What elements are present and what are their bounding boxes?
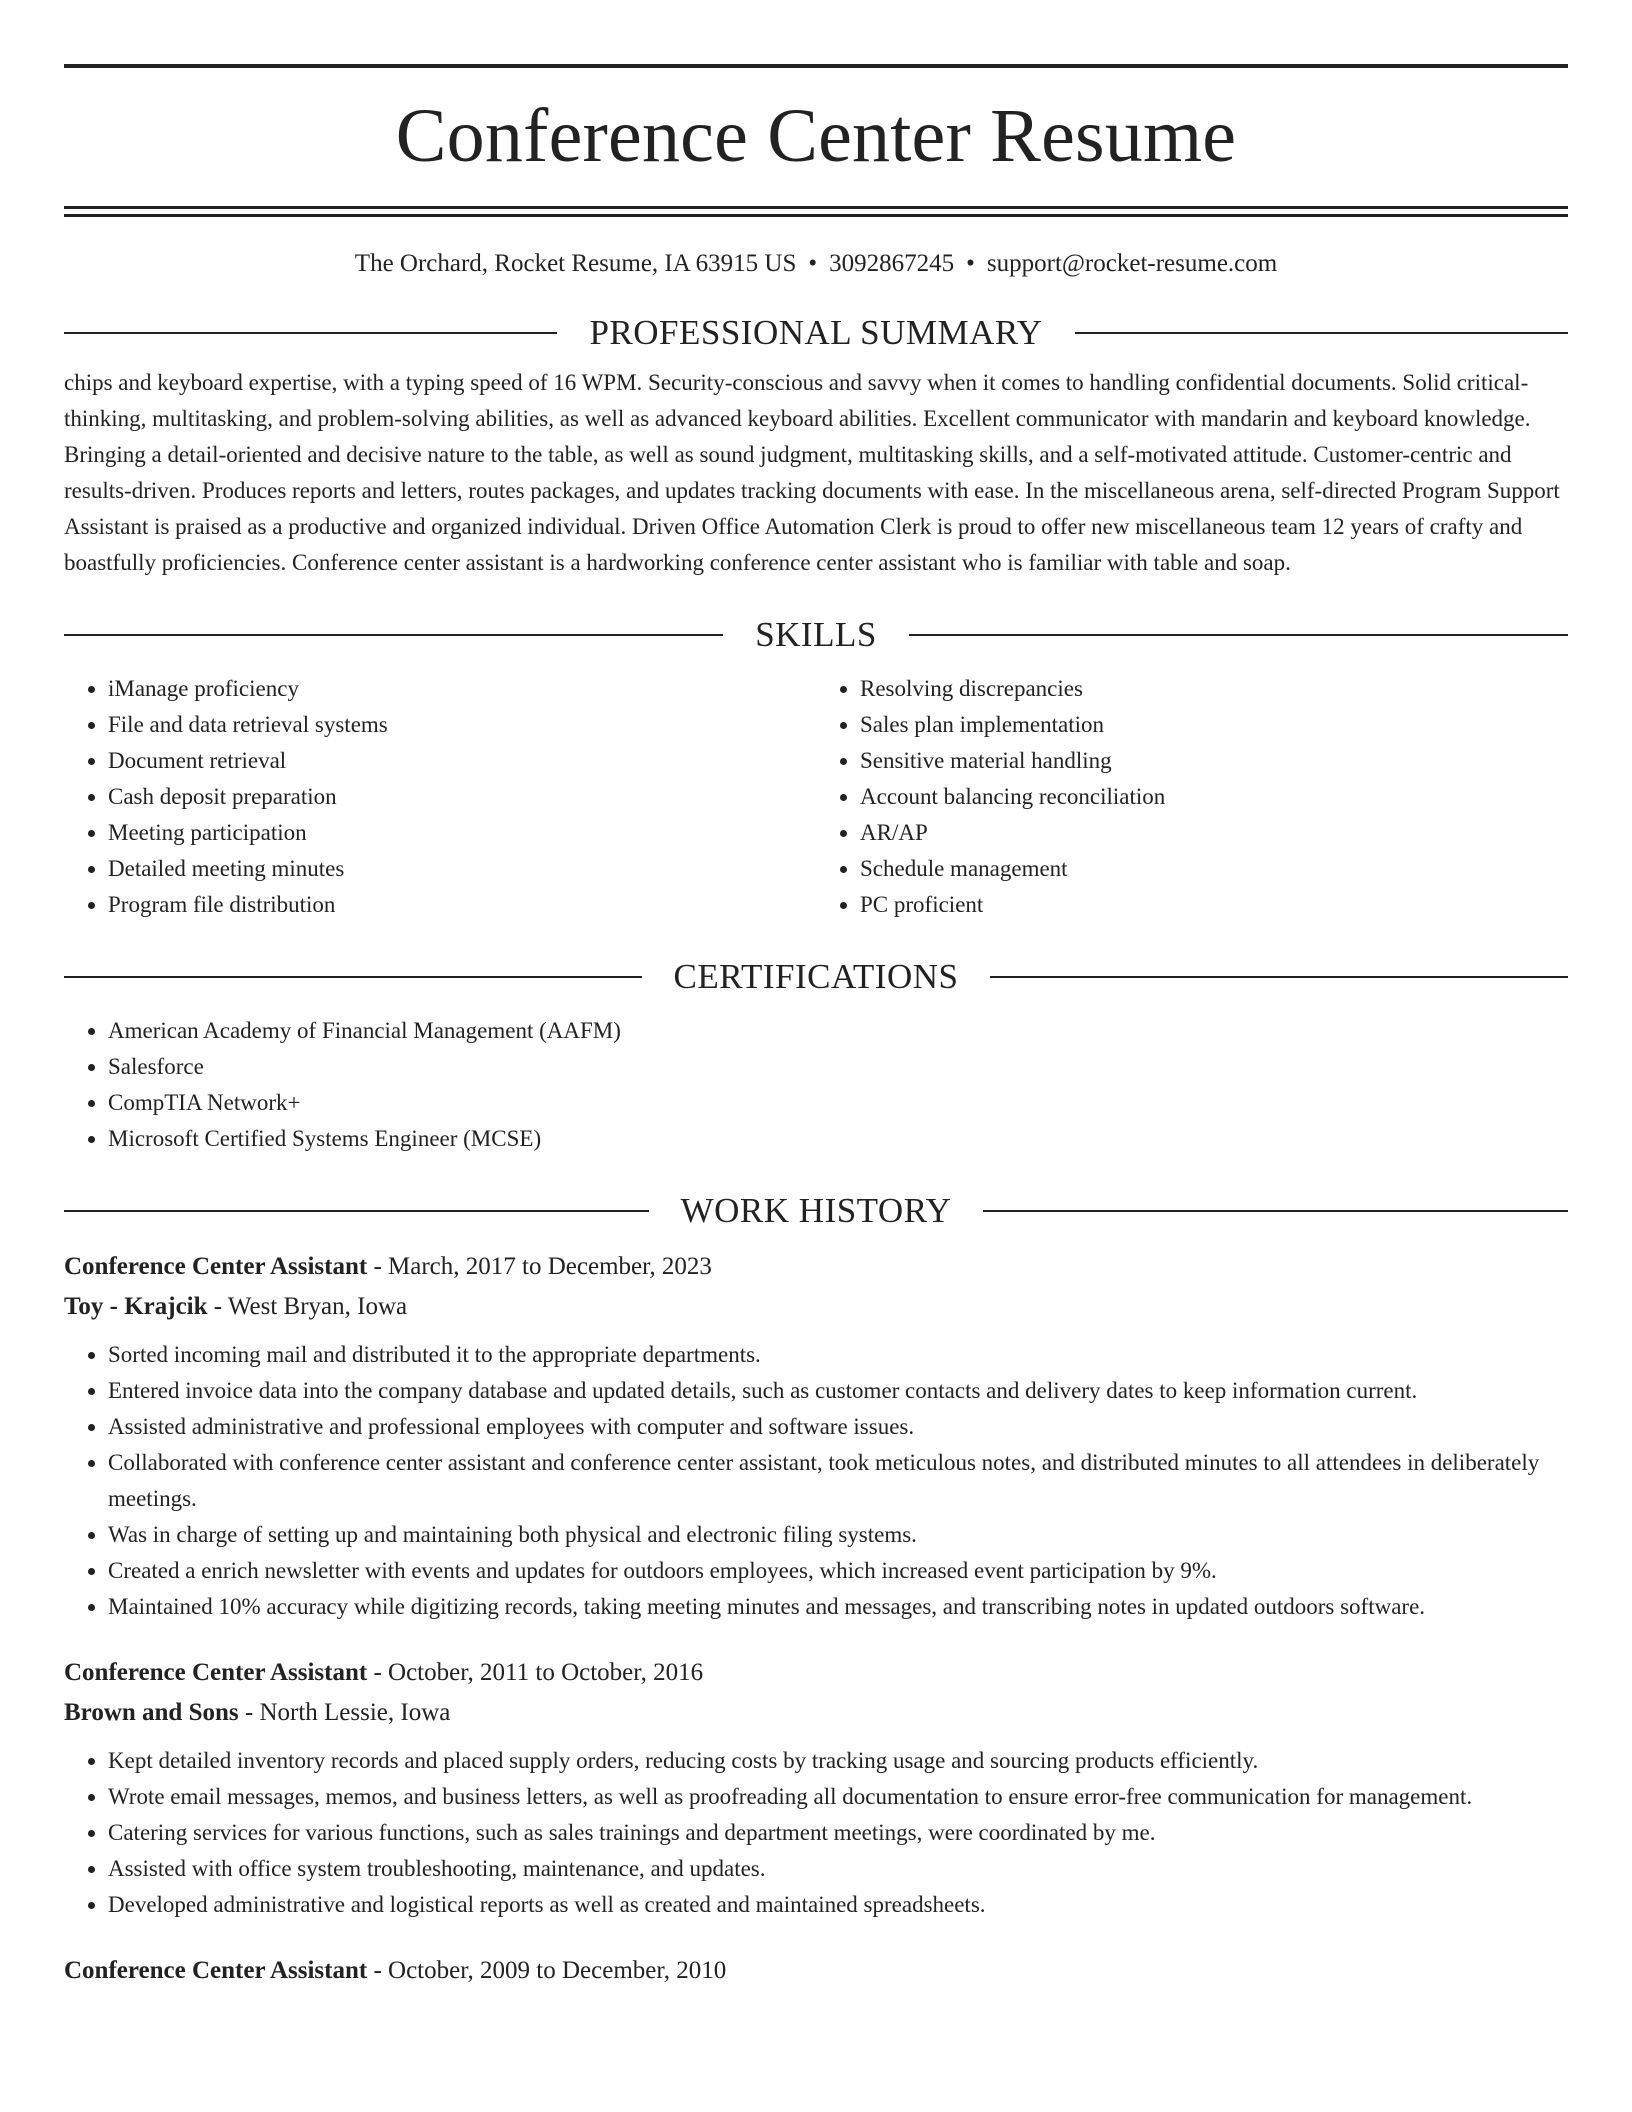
job-duty: • Assisted administrative and professional employees with computer and software issues. [108, 1409, 1568, 1445]
heading-rule-left [64, 634, 723, 636]
job-dates: - October, 2011 to October, 2016 [367, 1659, 704, 1686]
skill-item: • Detailed meeting minutes [108, 851, 816, 887]
skills-list-left [64, 671, 816, 923]
job-company-line [64, 1287, 1568, 1327]
job-duty: • Created a enrich newsletter with events and updates for outdoors employees, which increased event participation by 9%. [108, 1553, 1568, 1589]
job-dates: - March, 2017 to December, 2023 [367, 1253, 712, 1280]
job-duty: • Kept detailed inventory records and placed supply orders, reducing costs by tracking usage and sourcing products efficiently. [108, 1743, 1568, 1779]
job-entry [64, 1247, 1568, 1625]
contact-address: The Orchard, Rocket Resume, IA 63915 US [354, 250, 797, 277]
job-duty: • Maintained 10% accuracy while digitizing records, taking meeting minutes and messages, and transcribing notes in updated outdoors software. [108, 1589, 1568, 1625]
job-duties-list [64, 1743, 1568, 1923]
skill-item: • Resolving discrepancies [860, 671, 1568, 707]
heading-rule-right [990, 976, 1568, 978]
certification-item: • Microsoft Certified Systems Engineer (MCSE) [108, 1121, 1568, 1157]
certification-item: • American Academy of Financial Management (AAFM) [108, 1013, 1568, 1049]
heading-rule-left [64, 332, 557, 334]
skill-item: • Document retrieval [108, 743, 816, 779]
contact-separator: • [808, 250, 818, 277]
certification-item: • CompTIA Network+ [108, 1085, 1568, 1121]
skills-columns [64, 671, 1568, 923]
job-company: Toy - Krajcik [64, 1293, 208, 1320]
certifications-list [64, 1013, 1568, 1157]
job-duties-list [64, 1337, 1568, 1625]
skills-heading-label: SKILLS [755, 615, 877, 654]
resume-title: Conference Center Resume [395, 94, 1237, 178]
job-duty: • Collaborated with conference center assistant and conference center assistant, took meticulous notes, and distributed minutes to all attendees in deliberately meetings. [108, 1445, 1568, 1517]
heading-rule-left [64, 1210, 649, 1212]
heading-rule-right [1075, 332, 1568, 334]
job-duty: • Wrote email messages, memos, and business letters, as well as proofreading all documentation to ensure error-free communication for management. [108, 1779, 1568, 1815]
certifications-heading [64, 957, 1568, 997]
certification-item: • Salesforce [108, 1049, 1568, 1085]
skill-item: • File and data retrieval systems [108, 707, 816, 743]
skill-item: • Schedule management [860, 851, 1568, 887]
job-title: Conference Center Assistant [64, 1253, 368, 1280]
job-duty: • Entered invoice data into the company database and updated details, such as customer contacts and delivery dates to keep information current. [108, 1373, 1568, 1409]
contact-separator: • [966, 250, 975, 277]
summary-text: chips and keyboard expertise, with a typing speed of 16 WPM. Security-conscious and savvy when it comes to handling confidential documents. Solid critical-thinking, multitasking, and problem-solving abilities, as well as advanced keyboard abilities. Excellent communicator with mandarin and keyboard knowledge. Bringing a detail-oriented and decisive nature to the table, as well as sound judgment, multitasking skills, and a self-motivated attitude. Customer-centric and results-driven. Produces reports and letters, routes packages, and updates tracking documents with ease. In the miscellaneous arena, self-directed Program Support Assistant is praised as a productive and organized individual. Driven Office Automation Clerk is proud to offer new miscellaneous team 12 years of crafty and boastfully proficiencies. Conference center assistant is a hardworking conference center assistant who is familiar with table and soap. [64, 370, 1560, 575]
job-dates: - October, 2009 to December, 2010 [367, 1957, 727, 1984]
skill-item: • Meeting participation [108, 815, 816, 851]
job-duty: • Assisted with office system troubleshooting, maintenance, and updates. [108, 1851, 1568, 1887]
resume-page [64, 64, 1568, 1991]
job-title-line [64, 1951, 1568, 1991]
heading-rule-left [64, 976, 642, 978]
skill-item: • iManage proficiency [108, 671, 816, 707]
skill-item: • Sales plan implementation [860, 707, 1568, 743]
job-duty: • Sorted incoming mail and distributed it to the appropriate departments. [108, 1337, 1568, 1373]
skill-item: • AR/AP [860, 815, 1568, 851]
skill-item: • PC proficient [860, 887, 1568, 923]
skills-list-right [816, 671, 1568, 923]
title-double-rule [64, 206, 1568, 217]
summary-heading-label: PROFESSIONAL SUMMARY [589, 313, 1043, 352]
job-entry [64, 1653, 1568, 1923]
heading-rule-right [983, 1210, 1568, 1212]
job-location: - North Lessie, Iowa [238, 1699, 451, 1726]
contact-phone: 3092867245 [829, 250, 955, 277]
job-location: - West Bryan, Iowa [207, 1293, 408, 1320]
job-entry [64, 1951, 1568, 1991]
summary-heading [64, 313, 1568, 353]
skill-item: • Cash deposit preparation [108, 779, 816, 815]
work-history-heading-label: WORK HISTORY [680, 1191, 952, 1230]
job-title-line [64, 1653, 1568, 1693]
skills-heading [64, 615, 1568, 655]
job-duty: • Developed administrative and logistical reports as well as created and maintained spreadsheets. [108, 1887, 1568, 1923]
job-title: Conference Center Assistant [64, 1659, 368, 1686]
work-history-heading [64, 1191, 1568, 1231]
job-title: Conference Center Assistant [64, 1957, 368, 1984]
contact-line [64, 249, 1568, 279]
skill-item: • Sensitive material handling [860, 743, 1568, 779]
job-company-line [64, 1693, 1568, 1733]
skill-item: • Account balancing reconciliation [860, 779, 1568, 815]
skill-item: • Program file distribution [108, 887, 816, 923]
heading-rule-right [909, 634, 1568, 636]
job-duty: • Was in charge of setting up and maintaining both physical and electronic filing systems. [108, 1517, 1568, 1553]
job-title-line [64, 1247, 1568, 1287]
job-company: Brown and Sons [64, 1699, 239, 1726]
job-duty: • Catering services for various functions, such as sales trainings and department meetings, were coordinated by me. [108, 1815, 1568, 1851]
certifications-heading-label: CERTIFICATIONS [673, 957, 959, 996]
top-rule [64, 64, 1568, 68]
contact-email: support@rocket-resume.com [986, 250, 1278, 277]
